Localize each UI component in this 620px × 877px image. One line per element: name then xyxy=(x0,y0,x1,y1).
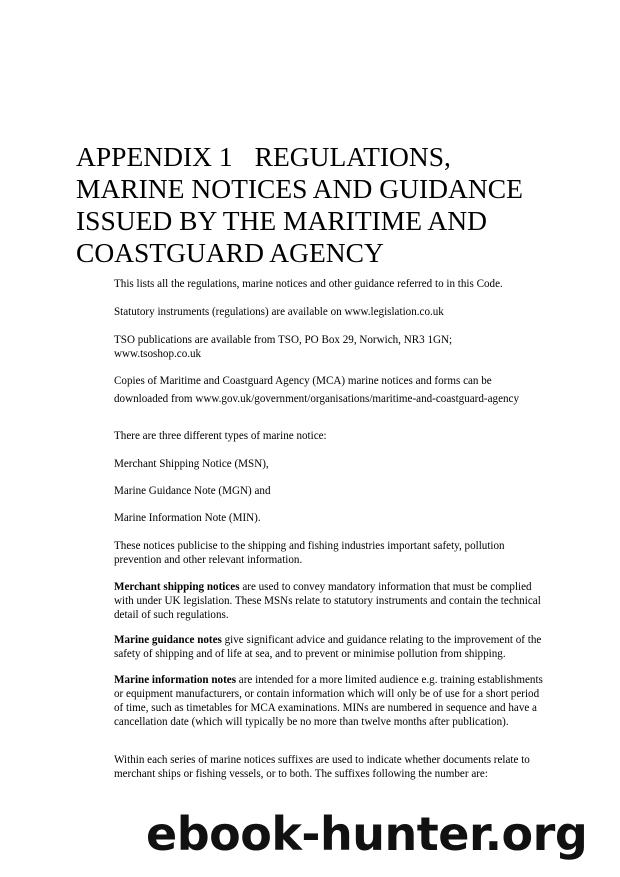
heading-part-1: REGULATIONS, xyxy=(254,141,451,172)
min-term: Marine information notes xyxy=(114,674,237,686)
notice-type-min: Marine Information Note (MIN). xyxy=(114,512,261,524)
msn-term: Merchant shipping notices xyxy=(114,581,240,593)
publicise-paragraph: These notices publicise to the shipping and fishing industries important safety, pollution prevention and other relevant information. xyxy=(114,540,505,566)
mca-copies-line-1: Copies of Maritime and Coastguard Agency (MCA) marine notices and forms can be xyxy=(114,375,492,387)
msn-description: are used to convey mandatory information that must be complied with under UK legislation. These MSNs relate to statutory instruments and contain the technical detail of such regulations. xyxy=(114,581,541,621)
min-description: are intended for a more limited audience e.g. training establishments or equipment manufacturers, or contain information which will only be of use for a short period of time, such as timetables for MCA examinations. MINs are numbered in sequence and have a cancellation date (which will typically be no more than twelve months after publication). xyxy=(114,674,543,728)
heading-line-2: MARINE NOTICES AND GUIDANCE xyxy=(76,173,523,204)
tso-website: www.tsoshop.co.uk xyxy=(114,348,202,360)
watermark-text: ebook-hunter.org xyxy=(146,807,588,861)
tso-address-paragraph: TSO publications are available from TSO, PO Box 29, Norwich, NR3 1GN; xyxy=(114,334,453,346)
heading-line-1 xyxy=(76,141,596,173)
legislation-paragraph: Statutory instruments (regulations) are available on www.legislation.co.uk xyxy=(114,306,444,318)
msn-paragraph xyxy=(114,580,550,622)
heading-line-4: COASTGUARD AGENCY xyxy=(76,237,384,268)
mgn-term: Marine guidance notes xyxy=(114,634,222,646)
notice-type-mgn: Marine Guidance Note (MGN) and xyxy=(114,485,271,497)
mgn-description: give significant advice and guidance relating to the improvement of the safety of shipping and of life at sea, and to prevent or minimise pollution from shipping. xyxy=(114,634,542,660)
min-paragraph xyxy=(114,673,550,729)
notice-types-lead: There are three different types of marine notice: xyxy=(114,430,327,442)
appendix-heading xyxy=(76,141,596,269)
heading-line-3: ISSUED BY THE MARITIME AND xyxy=(76,205,487,236)
mgn-paragraph xyxy=(114,633,550,661)
notice-type-msn: Merchant Shipping Notice (MSN), xyxy=(114,458,269,470)
mca-copies-line-2: downloaded from www.gov.uk/government/organisations/maritime-and-coastguard-agency xyxy=(114,393,520,405)
appendix-number: APPENDIX 1 xyxy=(76,141,233,172)
intro-paragraph: This lists all the regulations, marine notices and other guidance referred to in this Code. xyxy=(114,278,503,290)
suffixes-paragraph: Within each series of marine notices suffixes are used to indicate whether documents relate to merchant ships or fishing vessels, or to both. The suffixes following the number are: xyxy=(114,754,530,780)
